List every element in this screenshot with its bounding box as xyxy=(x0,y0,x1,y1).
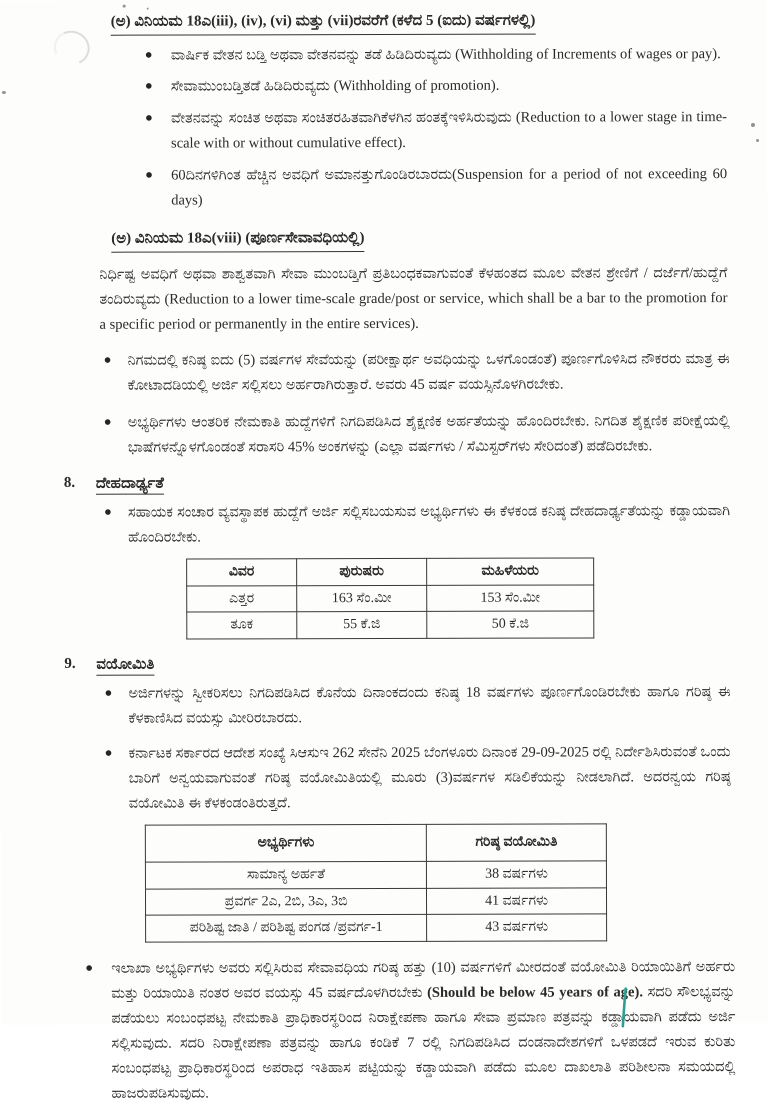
table-header-row xyxy=(187,558,594,586)
table-cell: 43 ವರ್ಷಗಳು xyxy=(427,914,607,941)
list-item xyxy=(145,162,727,213)
table-cell: ಸಾಮಾನ್ಯ ಅರ್ಹತೆ xyxy=(145,861,426,888)
table-cell: ತೂಕ xyxy=(187,612,297,639)
list-item xyxy=(85,955,735,1106)
bullet-dot-icon: ● xyxy=(104,684,113,700)
table-header-row xyxy=(145,824,606,862)
bullet-text: 60ದಿನಗಳಿಗಿಂತ ಹೆಚ್ಚಿನ ಅವಧಿಗೆ ಅಮಾನತ್ತುಗೊಂಡಿರಬಾರದು(Suspension for a period of not exceeding 60 days) xyxy=(171,166,728,209)
bullet-text: ಅರ್ಜಿಗಳನ್ನು ಸ್ವೀಕರಿಸಲು ನಿಗದಿಪಡಿಸಿದ ಕೊನೆಯ ದಿನಾಂಕದಂದು ಕನಿಷ್ಠ 18 ವರ್ಷಗಳು ಪೂರ್ಣಗೊಂಡಿರಬೇಕು ಹಾಗೂ ಗರಿಷ್ಠ ಈ ಕೆಳಕಾಣಿಸಿದ ವಯಸ್ಸು ಮೀರಿರಬಾರದು. xyxy=(128,684,731,727)
pen-mark xyxy=(619,987,629,1027)
section-9-bullets xyxy=(104,680,730,816)
list-item xyxy=(145,74,727,100)
table-row xyxy=(145,861,606,889)
table-cell: ಪ್ರವರ್ಗ 2ಎ, 2ಬಿ, 3ಎ, 3ಬಿ xyxy=(145,888,426,915)
table-row xyxy=(187,585,594,613)
column-header: ಗರಿಷ್ಠ ವಯೋಮಿತಿ xyxy=(427,824,607,861)
column-header: ಮಹಿಳೆಯರು xyxy=(427,558,594,585)
section-title: ವಯೋಮಿತಿ xyxy=(96,656,154,676)
physique-requirements-table xyxy=(186,558,594,640)
list-item xyxy=(105,740,731,816)
table-cell: 55 ಕೆ.ಜಿ xyxy=(297,612,427,639)
list-item xyxy=(104,409,730,461)
scan-speck xyxy=(2,91,6,94)
bullet-dot-icon: ● xyxy=(145,166,153,182)
bullet-dot-icon: ● xyxy=(104,744,113,760)
list-item xyxy=(104,680,730,732)
document-content xyxy=(0,9,768,1114)
rule-18a-viii-paragraph: ನಿರ್ಧಿಷ್ಟ ಅವಧಿಗೆ ಅಥವಾ ಶಾಶ್ವತವಾಗಿ ಸೇವಾ ಮುಂಬಡ್ತಿಗೆ ಪ್ರತಿಬಂಧಕವಾಗುವಂತೆ ಕೆಳಹಂತದ ಮೂಲ ವೇತನ ಶ್ರೇಣಿಗೆ / ದರ್ಜೆಗೆ/ಹುದ್ದೆಗೆ ತಂದಿರುವ್ಯದು (Reduction to a lower time-scale grade/post or service, which shall be a bar to the promotion for a specific period or permanently in the entire services). xyxy=(99,264,728,333)
note-part-2: ಸದರಿ ಸೌಲಭ್ಯವನ್ನು ಪಡೆಯಲು ಸಂಬಂಧಪಟ್ಟ ನೇಮಕಾತಿ ಪ್ರಾಧಿಕಾರಸ್ಥರಿಂದ ನಿರಾಕ್ಷೇಪಣಾ ಹಾಗೂ ಸೇವಾ ಪ್ರಮಾಣ ಪತ್ರವನ್ನು ಕಡ್ಡಾಯವಾಗಿ ಪಡೆದು ಅರ್ಜಿ ಸಲ್ಲಿಸುವುದು. ಸದರಿ ನಿರಾಕ್ಷೇಪಣಾ ಪತ್ರವನ್ನು ಹಾಗೂ ಕಂಡಿಕೆ 7 ರಲ್ಲಿ ನಿಗದಿಪಡಿಸಿದ ದಂಡನಾದೇಶಗಳಿಗೆ ಒಳಪಡದೆ ಇರುವ ಕುರಿತು ಸಂಬಂಧಪಟ್ಟ ಪ್ರಾಧಿಕಾರಸ್ಥರಿಂದ ಅಪರಾಧ ಇತಿಹಾಸ ಪಟ್ಟಿಯನ್ನು ಕಡ್ಡಾಯವಾಗಿ ಪಡೆದು ಮೂಲ ದಾಖಲಾತಿ ಪರಿಶೀಲನಾ ಸಮಯದಲ್ಲಿ ಹಾಜರುಪಡಿಸುವುದು. xyxy=(111,983,736,1102)
rule-18a-iii-vii-heading: (ಅ) ವಿನಿಯಮ 18ಎ(iii), (iv), (vi) ಮತ್ತು (vii)ರವರೆಗೆ (ಕಳೆದ 5 (ಐದು) ವರ್ಷಗಳಲ್ಲಿ) xyxy=(111,9,727,35)
list-item xyxy=(145,42,727,68)
scan-speck xyxy=(147,8,149,10)
table-cell: 38 ವರ್ಷಗಳು xyxy=(427,861,607,888)
column-header: ಪುರುಷರು xyxy=(296,558,426,585)
bullet-text: ಅಭ್ಯರ್ಥಿಗಳು ಆಂತರಿಕ ನೇಮಕಾತಿ ಹುದ್ದೆಗಳಿಗೆ ನಿಗದಿಪಡಿಸಿದ ಶೈಕ್ಷಣಿಕ ಅರ್ಹತೆಯನ್ನು ಹೊಂದಿರಬೇಕು. ನಿಗದಿತ ಶೈಕ್ಷಣಿಕ ಪರೀಕ್ಷೆಯಲ್ಲಿ ಭಾಷೆಗಳನ್ನೊಳಗೊಂಡಂತೆ ಸರಾಸರಿ 45% ಅಂಕಗಳನ್ನು (ಎಲ್ಲಾ ವರ್ಷಗಳು / ಸೆಮಿಸ್ಟರ್‌ಗಳು ಸೇರಿದಂತೆ) ಪಡೆದಿರಬೇಕು. xyxy=(127,413,730,456)
note-english-bold: (Should be below 45 years of age). xyxy=(427,984,643,1001)
bullet-dot-icon: ● xyxy=(103,414,112,430)
bullet-text: ವೇತನವನ್ನು ಸಂಚಿತ ಅಥವಾ ಸಂಚಿತರಹಿತವಾಗಿಕೆಳಗಿನ ಹಂತಕ್ಕೆಇಳಿಸಿರುವುದು (Reduction to a lower stage in time-scale with or without cumulative effect). xyxy=(170,109,727,152)
scan-speck xyxy=(756,139,759,142)
section-9-heading xyxy=(64,654,728,676)
section-8-heading xyxy=(64,473,728,495)
section-8-bullets xyxy=(104,499,730,551)
table-cell: 153 ಸೆಂ.ಮೀ xyxy=(427,585,594,612)
bullet-text: ನಿಗಮದಲ್ಲಿ ಕನಿಷ್ಠ ಐದು (5) ವರ್ಷಗಳ ಸೇವೆಯನ್ನು (ಪರೀಕ್ಷಾರ್ಥ ಅವಧಿಯನ್ನು ಒಳಗೊಂಡಂತೆ) ಪೂರ್ಣಗೊಳಿಸಿದ ನೌಕರರು ಮಾತ್ರ ಈ ಕೋಟಾದಡಿಯಲ್ಲಿ ಅರ್ಜಿ ಸಲ್ಲಿಸಲು ಅರ್ಹರಾಗಿರುತ್ತಾರೆ. ಅವರು 45 ವರ್ಷ ವಯಸ್ಸಿನೊಳಗಿರಬೇಕು. xyxy=(127,351,730,395)
bullet-text: ಸಹಾಯಕ ಸಂಚಾರ ವ್ಯವಸ್ಥಾಪಕ ಹುದ್ದೆಗೆ ಅರ್ಜಿ ಸಲ್ಲಿಸಬಯಸುವ ಅಭ್ಯರ್ಥಿಗಳು ಈ ಕೆಳಕಂಡ ಕನಿಷ್ಠ ದೇಹದಾರ್ಢ್ಯತೆಯನ್ನು ಕಡ್ಡಾಯವಾಗಿ ಹೊಂದಿರಬೇಕು. xyxy=(127,503,731,546)
bullet-dot-icon: ● xyxy=(144,46,153,62)
bullet-text xyxy=(111,955,735,1106)
rule-18a-viii-heading: (ಅ) ವಿನಿಯಮ 18ಎ(viii) (ಪೂರ್ಣಸೇವಾವಧಿಯಲ್ಲಿ) xyxy=(111,226,727,252)
eligibility-bullet-list xyxy=(104,348,730,461)
table-row xyxy=(146,914,607,942)
column-header: ವಿವರ xyxy=(187,559,297,586)
bullet-dot-icon: ● xyxy=(103,503,112,519)
bullet-dot-icon: ● xyxy=(144,109,153,125)
section-number: 9. xyxy=(64,655,76,672)
scan-speck xyxy=(123,5,126,8)
section-title: ದೇಹದಾರ್ಢ್ಯತೆ xyxy=(96,475,164,495)
column-header: ಅಭ್ಯರ್ಥಿಗಳು xyxy=(145,824,426,862)
table-row xyxy=(187,611,594,639)
list-item xyxy=(104,499,730,551)
bullet-dot-icon: ● xyxy=(144,78,153,94)
bullet-dot-icon: ● xyxy=(85,959,94,975)
note-part-1: ಇಲಾಖಾ ಅಭ್ಯರ್ಥಿಗಳು ಅವರು ಸಲ್ಲಿಸಿರುವ ಸೇವಾವಧಿಯ ಗರಿಷ್ಠ ಹತ್ತು (10) ವರ್ಷಗಳಿಗೆ ಮೀರದಂತೆ ವಯೋಮಿತಿ ರಿಯಾಯಿತಿಗೆ ಅರ್ಹರು ಮತ್ತು ರಿಯಾಯಿತಿ ನಂತರ ಅವರ ವಯಸ್ಸು 45 ವರ್ಷದೊಳಗಿರಬೇಕು xyxy=(111,958,736,1002)
bullet-text: ಕರ್ನಾಟಕ ಸರ್ಕಾರದ ಆದೇಶ ಸಂಖ್ಯೆ ಸಿಆಸುಇ 262 ಸೇನೆನಿ 2025 ಬೆಂಗಳೂರು ದಿನಾಂಕ 29-09-2025 ರಲ್ಲಿ ನಿರ್ದೇಶಿಸಿರುವಂತೆ ಒಂದು ಬಾರಿಗೆ ಅನ್ವಯವಾಗುವಂತೆ ಗರಿಷ್ಠ ವಯೋಮಿತಿಯಲ್ಲಿ ಮೂರು (3)ವರ್ಷಗಳ ಸಡಿಲಿಕೆಯನ್ನು ನೀಡಲಾಗಿದೆ. ಅದರನ್ವಯ ಗರಿಷ್ಠ ವಯೋಮಿತಿ ಈ ಕೆಳಕಂಡಂತಿರುತ್ತದೆ. xyxy=(128,744,731,812)
rule-18a-bullet-list xyxy=(145,42,727,214)
table-cell: ಎತ್ತರ xyxy=(187,585,297,612)
scan-speck xyxy=(751,123,755,127)
table-cell: ಪರಿಶಿಷ್ಟ ಜಾತಿ / ಪರಿಶಿಷ್ಟ ಪಂಗಡ /ಪ್ರವರ್ಗ-1 xyxy=(146,915,427,942)
table-cell: 41 ವರ್ಷಗಳು xyxy=(427,887,607,914)
bullet-text: ಸೇವಾಮುಂಬಡ್ತಿತಡೆ ಹಿಡಿದಿರುವ್ಯದು (Withholding of promotion). xyxy=(170,78,500,95)
list-item xyxy=(145,105,727,156)
section-number: 8. xyxy=(63,474,76,492)
table-cell: 163 ಸೆಂ.ಮೀ xyxy=(297,585,427,612)
age-limit-table xyxy=(145,823,607,942)
list-item xyxy=(104,348,730,400)
bullet-dot-icon: ● xyxy=(103,352,112,368)
bullet-text: ವಾರ್ಷಿಕ ವೇತನ ಬಡ್ತಿ ಅಥವಾ ವೇತನವನ್ನು ತಡೆ ಹಿಡಿದಿರುವ್ಯದು (Withholding of Increments of wages or pay). xyxy=(170,45,721,64)
departmental-candidates-note xyxy=(85,955,735,1106)
table-row xyxy=(145,887,606,915)
table-cell: 50 ಕೆ.ಜಿ xyxy=(427,611,594,638)
